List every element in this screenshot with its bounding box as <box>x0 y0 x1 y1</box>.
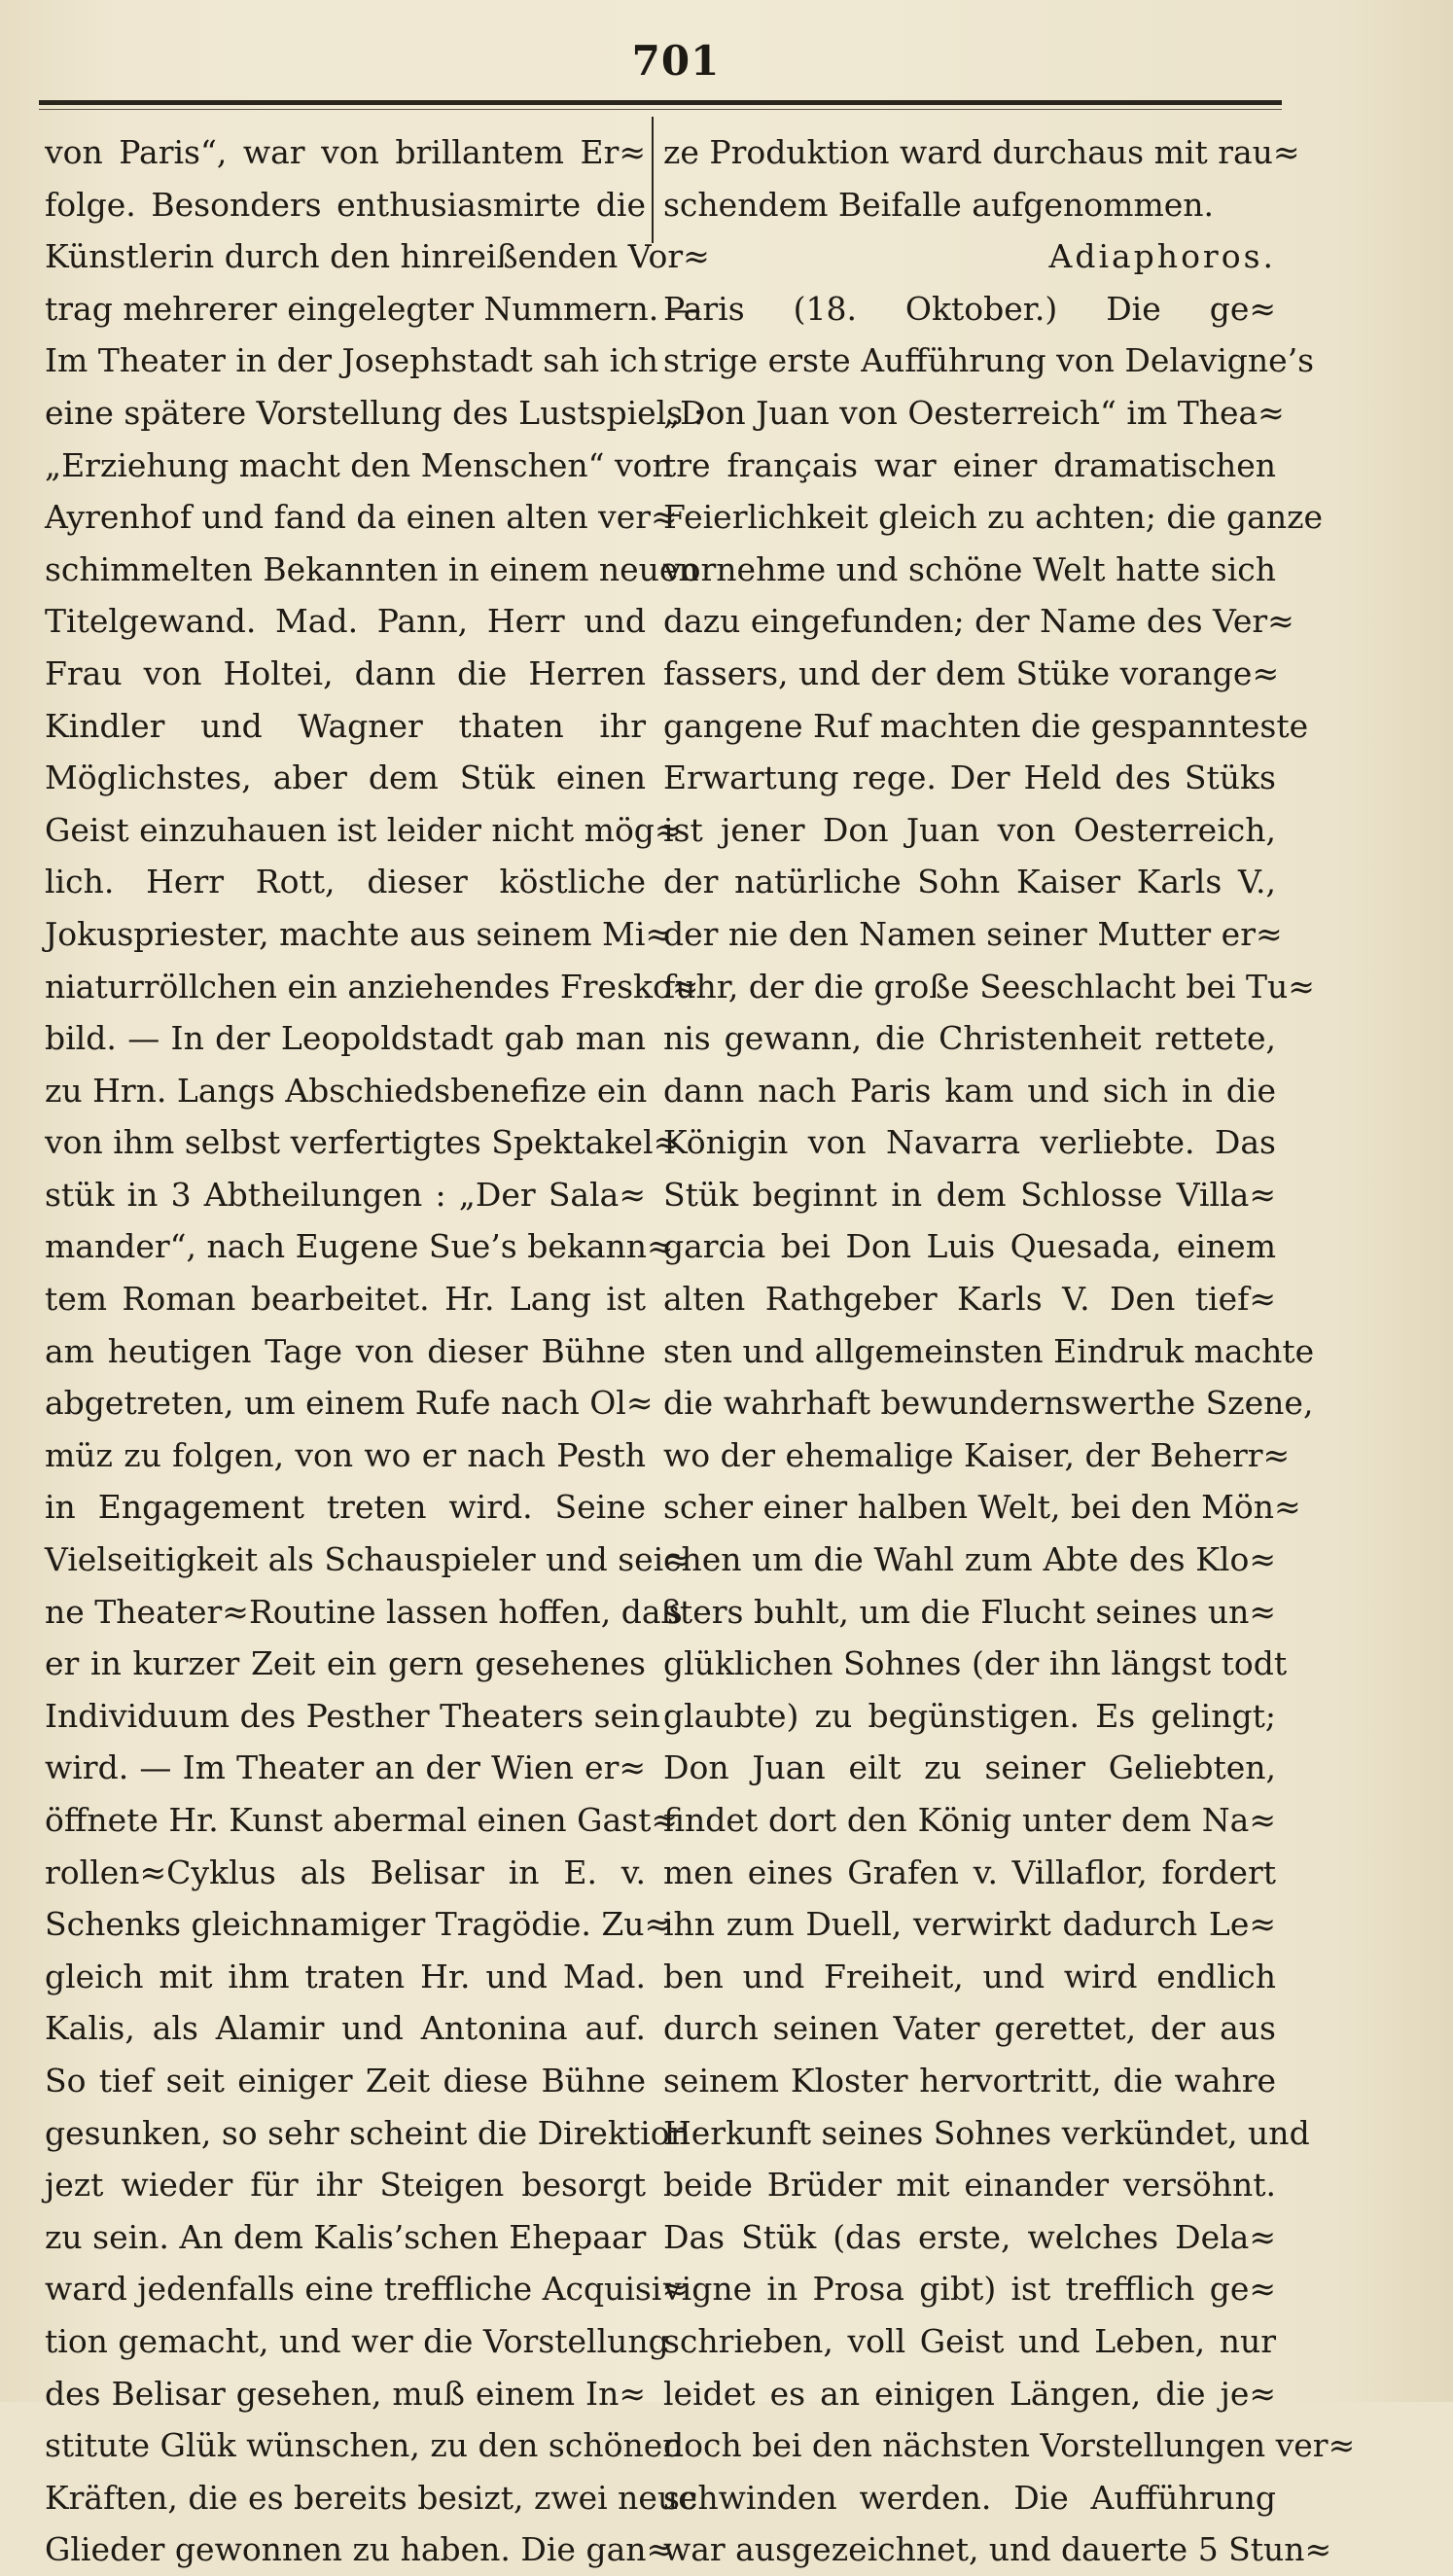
text-line: lich. Herr Rott, dieser köstliche <box>45 863 646 901</box>
text-line: gesunken, so sehr scheint die Direktion <box>45 2113 691 2152</box>
text-line: die wahrhaft bewundernswerthe Szene, <box>663 1384 1314 1423</box>
text-line: Schenks gleichnamiger Tragödie. Zu≈ <box>45 1905 672 1944</box>
text-line: in Engagement treten wird. Seine <box>45 1488 646 1527</box>
page-number: 701 <box>631 37 721 85</box>
text-line: bild. — In der Leopoldstadt gab man <box>45 1019 646 1058</box>
text-line: seinem Kloster hervortritt, die wahre <box>663 2061 1276 2100</box>
text-line: Frau von Holtei, dann die Herren <box>45 653 646 692</box>
text-line: Geist einzuhauen ist leider nicht mög≈ <box>45 810 682 849</box>
text-line: mander“, nach Eugene Sue’s bekann≈ <box>45 1227 674 1266</box>
text-line: tem Roman bearbeitet. Hr. Lang ist <box>45 1280 646 1319</box>
text-line: Kräften, die es bereits besizt, zwei neue <box>45 2478 697 2517</box>
text-line: Titelgewand. Mad. Pann, Herr und <box>45 602 646 641</box>
text-line: zu sein. An dem Kalis’schen Ehepaar <box>45 2217 647 2256</box>
text-line: niaturröllchen ein anziehendes Fresko≈ <box>45 967 699 1006</box>
right-column <box>663 126 1356 2576</box>
text-line: wo der ehemalige Kaiser, der Beherr≈ <box>663 1435 1291 1474</box>
text-line: vigne in Prosa gibt) ist trefflich ge≈ <box>663 2270 1276 2309</box>
text-line: schrieben, voll Geist und Leben, nur <box>663 2321 1276 2360</box>
text-line: glaubte) zu begünstigen. Es gelingt; <box>663 1696 1276 1735</box>
text-line: Künstlerin durch den hinreißenden Vor≈ <box>45 237 710 276</box>
text-line: Glieder gewonnen zu haben. Die gan≈ <box>45 2530 674 2569</box>
text-line: Adiaphoros. <box>1048 237 1276 276</box>
text-line: Jokuspriester, machte aus seinem Mi≈ <box>45 914 673 953</box>
text-line: vornehme und schöne Welt hatte sich <box>663 549 1276 588</box>
text-line: folge. Besonders enthusiasmirte die <box>45 185 646 224</box>
text-line: leidet es an einigen Längen, die je≈ <box>663 2374 1276 2413</box>
text-line: chen um die Wahl zum Abte des Klo≈ <box>663 1540 1276 1579</box>
text-line: glüklichen Sohnes (der ihn längst todt <box>663 1644 1288 1683</box>
text-line: So tief seit einiger Zeit diese Bühne <box>45 2061 646 2100</box>
text-line: alten Rathgeber Karls V. Den tief≈ <box>663 1280 1276 1319</box>
text-line: ben und Freiheit, und wird endlich <box>663 1957 1276 1995</box>
text-line: schendem Beifalle aufgenommen. <box>663 185 1215 224</box>
text-line: Stük beginnt in dem Schlosse Villa≈ <box>663 1175 1276 1214</box>
text-line: fuhr, der die große Seeschlacht bei Tu≈ <box>663 967 1315 1006</box>
text-line: eine spätere Vorstellung des Lustspiels : <box>45 393 704 432</box>
text-line: müz zu folgen, von wo er nach Pesth <box>45 1435 646 1474</box>
text-line: des Belisar gesehen, muß einem In≈ <box>45 2374 646 2413</box>
text-line: Königin von Navarra verliebte. Das <box>663 1123 1276 1162</box>
text-line: schwinden werden. Die Aufführung <box>663 2478 1276 2517</box>
text-line: von ihm selbst verfertigtes Spektakel≈ <box>45 1123 681 1162</box>
text-line: Kindler und Wagner thaten ihr <box>45 706 646 745</box>
text-line: rollen≈Cyklus als Belisar in E. v. <box>45 1853 646 1891</box>
header-rule <box>39 100 1282 105</box>
text-line: Ayrenhof und fand da einen alten ver≈ <box>45 498 678 537</box>
text-line: men eines Grafen v. Villaflor, fordert <box>663 1853 1276 1891</box>
text-line: durch seinen Vater gerettet, der aus <box>663 2009 1276 2048</box>
text-line: Vielseitigkeit als Schauspieler und sei≈ <box>45 1540 691 1579</box>
text-line: ward jedenfalls eine treffliche Acquisi≈ <box>45 2270 690 2309</box>
text-line: ze Produktion ward durchaus mit rau≈ <box>663 133 1300 171</box>
text-line: tion gemacht, und wer die Vorstellung <box>45 2321 669 2360</box>
column-divider <box>652 117 654 243</box>
text-line: von Paris“, war von brillantem Er≈ <box>45 133 646 171</box>
text-line: nis gewann, die Christenheit rettete, <box>663 1019 1276 1058</box>
text-line: zu Hrn. Langs Abschiedsbenefize ein <box>45 1071 648 1110</box>
text-line: garcia bei Don Luis Quesada, einem <box>663 1227 1276 1266</box>
text-line: war ausgezeichnet, und dauerte 5 Stun≈ <box>663 2530 1332 2569</box>
text-line: ist jener Don Juan von Oesterreich, <box>663 810 1276 849</box>
text-line: jezt wieder für ihr Steigen besorgt <box>45 2166 646 2205</box>
header-rule-thin <box>39 109 1282 110</box>
text-line: sten und allgemeinsten Eindruk machte <box>663 1331 1315 1370</box>
text-line: Individuum des Pesther Theaters sein <box>45 1696 660 1735</box>
text-line: der nie den Namen seiner Mutter er≈ <box>663 914 1283 953</box>
text-line: Don Juan eilt zu seiner Geliebten, <box>663 1748 1276 1787</box>
text-line: sters buhlt, um die Flucht seines un≈ <box>663 1592 1276 1631</box>
text-line: tre français war einer dramatischen <box>663 445 1276 484</box>
text-line: Möglichstes, aber dem Stük einen <box>45 759 646 797</box>
text-line: Feierlichkeit gleich zu achten; die ganze <box>663 498 1323 537</box>
text-line: gangene Ruf machten die gespannteste <box>663 706 1309 745</box>
text-line: strige erste Aufführung von Delavigne’s <box>663 341 1315 380</box>
text-line: am heutigen Tage von dieser Bühne <box>45 1331 646 1370</box>
text-line: gleich mit ihm traten Hr. und Mad. <box>45 1957 646 1995</box>
text-line: dann nach Paris kam und sich in die <box>663 1071 1276 1110</box>
text-line: öffnete Hr. Kunst abermal einen Gast≈ <box>45 1801 679 1839</box>
text-line: Kalis, als Alamir und Antonina auf. <box>45 2009 646 2048</box>
left-column <box>45 126 710 2576</box>
text-line: Erwartung rege. Der Held des Stüks <box>663 759 1276 797</box>
text-line: scher einer halben Welt, bei den Mön≈ <box>663 1488 1301 1527</box>
text-line: „Erziehung macht den Menschen“ von <box>45 445 673 484</box>
text-line: findet dort den König unter dem Na≈ <box>663 1801 1276 1839</box>
text-line: trag mehrerer eingelegter Nummern. — <box>45 289 701 328</box>
text-line: Im Theater in der Josephstadt sah ich <box>45 341 658 380</box>
text-line: schimmelten Bekannten in einem neuen <box>45 549 699 588</box>
text-line: Das Stük (das erste, welches Dela≈ <box>663 2217 1276 2256</box>
text-line: wird. — Im Theater an der Wien er≈ <box>45 1748 646 1787</box>
text-line: „Don Juan von Oesterreich“ im Thea≈ <box>663 393 1285 432</box>
text-line: stük in 3 Abtheilungen : „Der Sala≈ <box>45 1175 646 1214</box>
text-line: Herkunft seines Sohnes verkündet, und <box>663 2113 1310 2152</box>
text-line: stitute Glük wünschen, zu den schönen <box>45 2426 684 2465</box>
text-line: ne Theater≈Routine lassen hoffen, daß <box>45 1592 683 1631</box>
text-line: fassers, und der dem Stüke vorange≈ <box>663 653 1280 692</box>
text-line: er in kurzer Zeit ein gern gesehenes <box>45 1644 646 1683</box>
text-line: Paris (18. Oktober.) Die ge≈ <box>663 289 1276 328</box>
text-line: beide Brüder mit einander versöhnt. <box>663 2166 1276 2205</box>
text-line: dazu eingefunden; der Name des Ver≈ <box>663 602 1294 641</box>
text-line: doch bei den nächsten Vorstellungen ver≈ <box>663 2426 1356 2465</box>
text-line: der natürliche Sohn Kaiser Karls V., <box>663 863 1276 901</box>
text-line: ihn zum Duell, verwirkt dadurch Le≈ <box>663 1905 1276 1944</box>
text-line: abgetreten, um einem Rufe nach Ol≈ <box>45 1384 654 1423</box>
